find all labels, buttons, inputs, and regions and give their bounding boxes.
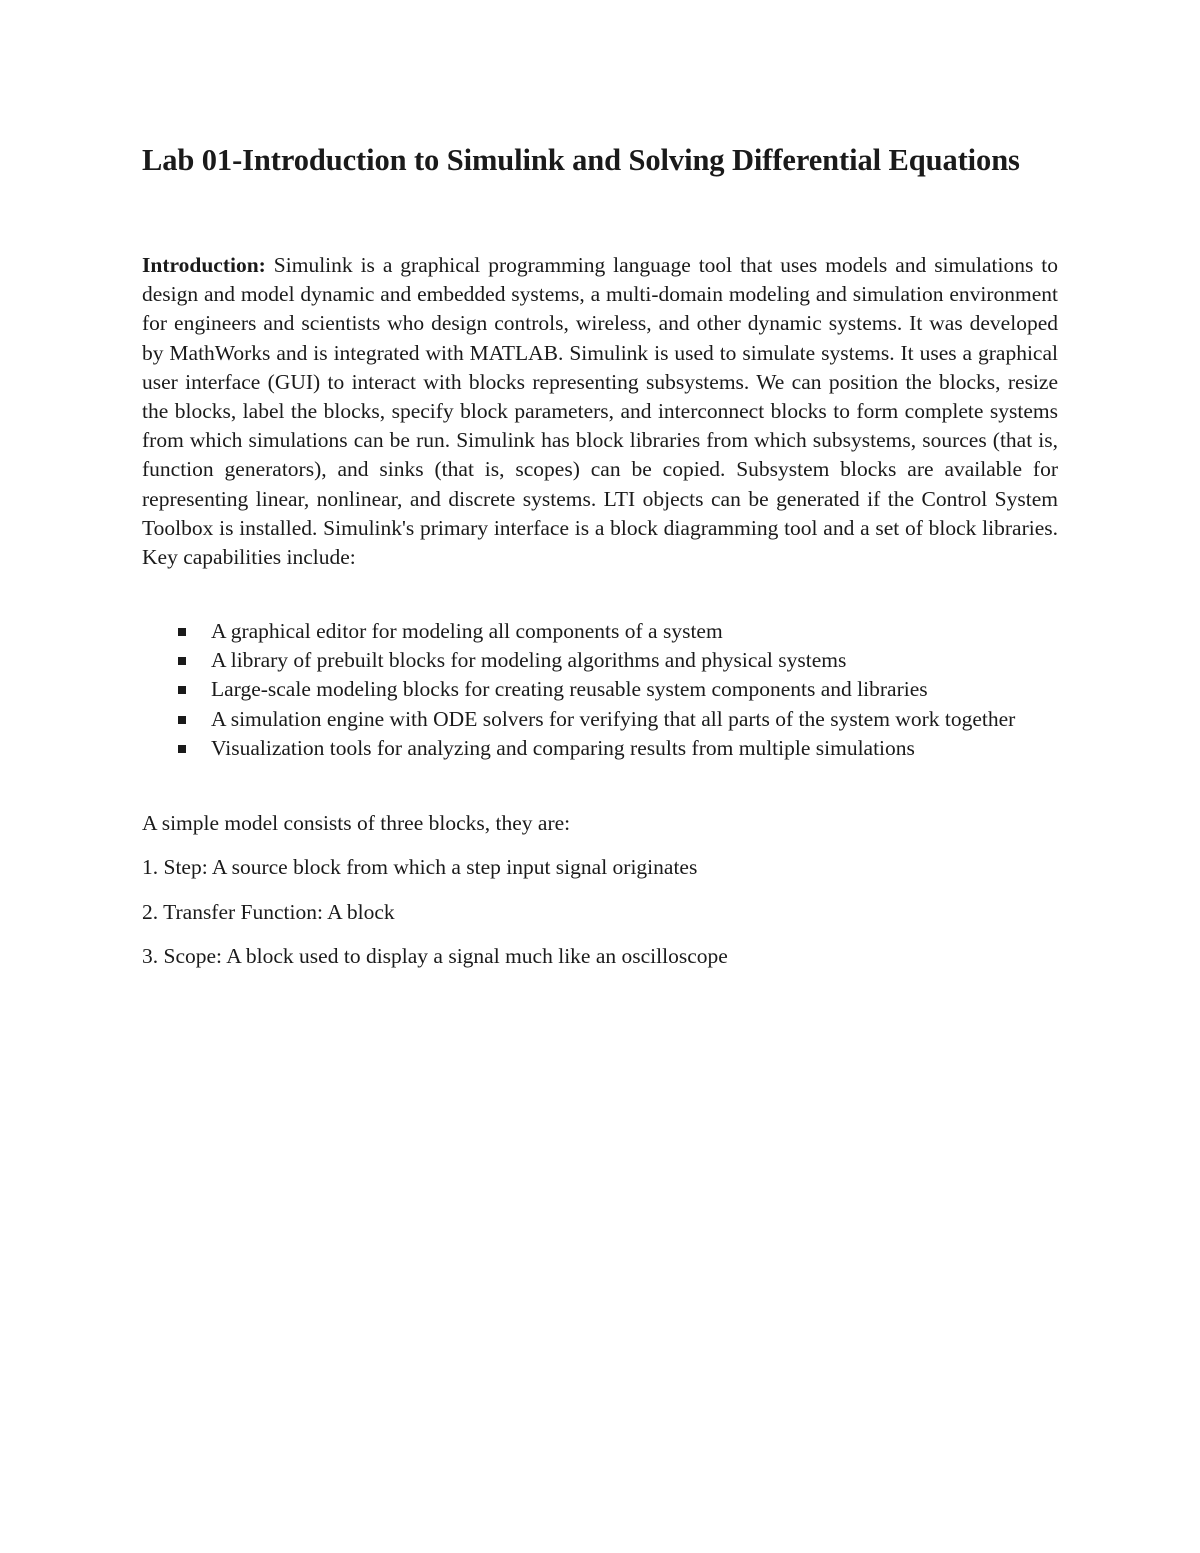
transfer-function-block-item: 2. Transfer Function: A block	[142, 900, 395, 924]
scope-block-item: 3. Scope: A block used to display a signal much like an oscilloscope	[142, 944, 728, 968]
square-bullet-icon	[178, 657, 186, 665]
list-item	[142, 705, 1058, 734]
introduction-text: Simulink is a graphical programming language tool that uses models and simulations to design and model dynamic and embedded systems, a multi-domain modeling and simulation environment for engineers and scientists who design controls, wireless, and other dynamic systems. It was developed by MathWorks and is integrated with MATLAB. Simulink is used to simulate systems. It uses a graphical user interface (GUI) to interact with blocks representing subsystems. We can position the blocks, resize the blocks, label the blocks, specify block parameters, and interconnect blocks to form complete systems from which simulations can be run. Simulink has block libraries from which subsystems, sources (that is, function generators), and sinks (that is, scopes) can be copied. Subsystem blocks are available for representing linear, nonlinear, and discrete systems. LTI objects can be generated if the Control System Toolbox is installed. Simulink's primary interface is a block diagramming tool and a set of block libraries. Key capabilities include:	[142, 253, 1058, 570]
list-item	[142, 675, 1058, 704]
list-item	[142, 617, 1058, 646]
square-bullet-icon	[178, 686, 186, 694]
simple-model-paragraph: A simple model consists of three blocks, they are:	[142, 811, 571, 835]
square-bullet-icon	[178, 628, 186, 636]
introduction-label: Introduction:	[142, 253, 266, 277]
capabilities-list	[142, 617, 1058, 763]
step-block-item: 1. Step: A source block from which a step input signal originates	[142, 855, 698, 879]
document-title: Lab 01-Introduction to Simulink and Solving Differential Equations	[142, 143, 1020, 177]
introduction-paragraph	[142, 251, 1058, 572]
list-item-text: Large-scale modeling blocks for creating reusable system components and libraries	[211, 677, 928, 702]
list-item-text: Visualization tools for analyzing and comparing results from multiple simulations	[211, 735, 915, 760]
list-item-text: A graphical editor for modeling all components of a system	[211, 619, 723, 643]
square-bullet-icon	[178, 716, 186, 724]
list-item	[142, 646, 1058, 675]
list-item	[142, 734, 1058, 763]
list-item-text: A simulation engine with ODE solvers for verifying that all parts of the system work together	[211, 706, 1016, 731]
square-bullet-icon	[178, 745, 186, 753]
list-item-text: A library of prebuilt blocks for modeling algorithms and physical systems	[211, 648, 847, 673]
